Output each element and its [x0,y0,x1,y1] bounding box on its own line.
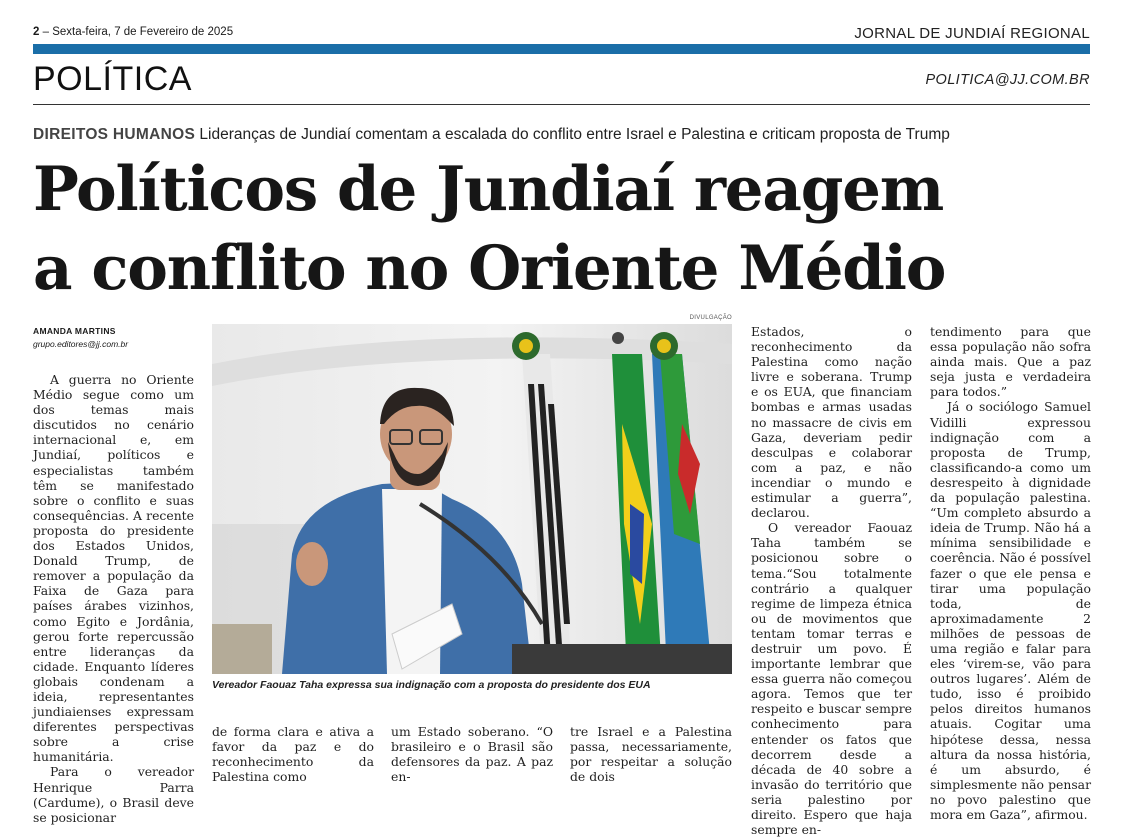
top-line [33,26,1090,42]
paragraph: tendimento para que essa população não sofra ainda mais. Que a paz seja justa e verdadeira para todos.” [930,324,1091,400]
article-column-3 [391,724,553,784]
paragraph: A guerra no Oriente Médio segue como um dos temas mais discutidos no cenário internacional e, em Jundiaí, políticos e especialistas também têm se manifestado sobre o conflito e suas consequências. A recente proposta do presidente dos Estados Unidos, Donald Trump, de remover a população da Faixa de Gaza para países árabes vizinhos, como Egito e Jordânia, gerou forte repercussão entre lideranças da cidade. Enquanto líderes globais condenam a ideia, representantes jundiaienses expressam diferentes perspectivas sobre a crise humanitária. [33,372,194,765]
photo-caption: Vereador Faouaz Taha expressa sua indignação com a proposta do presidente dos EUA [212,679,651,691]
article-column-5 [751,324,912,837]
section-divider [33,104,1090,105]
byline-author: AMANDA MARTINS [33,326,116,336]
paragraph: Já o sociólogo Samuel Vidilli expressou indignação com a proposta de Trump, classificando-a como um desrespeito à dignidade da população palestina. “Um completo absurdo a ideia de Trump. Não há a mínima sensibilidade e coerência. Não é possível fazer o que ele pensa e tirar uma população toda, de aproximadamente 2 milhões de pessoas de uma região e falar para eles ‘virem-se, vão para outros lugares’. Além de tudo, isso é proibido pelos direitos humanos atuais. Cogitar uma hipótese dessa, nessa altura da nossa história, é um absurdo, é simplesmente não pensar no povo palestino que mora em Gaza”, afirmou. [930,399,1091,822]
paragraph: Estados, o reconhecimento da Palestina como nação livre e soberana. Trump e os EUA, que financiam bombas e armas usadas no massacre de civis em Gaza, deveriam pedir desculpas e colaborar com a paz, e não incendiar o mundo e estimular a guerra”, declarou. [751,324,912,521]
article-column-2 [212,724,374,784]
newspaper-name: JORNAL DE JUNDIAÍ REGIONAL [854,25,1090,42]
paragraph: O vereador Faouaz Taha também se posicionou sobre o tema.“Sou totalmente contrário a qualquer regime de limpeza étnica ou de movimentos que tentam tomar terras e destruir um povo. É importante lembrar que essa guerra não começou agora. Temos que ter respeito e buscar sempre conhecimento para entender os fatos que decorrem desde a década de 40 sobre a invasão do território que seria palestino por direito. Espero que haja sempre en- [751,520,912,837]
paragraph: tre Israel e a Palestina passa, necessariamente, por respeitar a solução de dois [570,724,732,785]
page-number: 2 [33,26,40,38]
kicker-tag: DIREITOS HUMANOS [33,126,196,143]
article-column-4-bottom [570,724,732,784]
headline-line-2: a conflito no Oriente Médio [33,233,946,304]
article-photo [212,324,732,674]
section-color-bar [33,44,1090,54]
article-column-1 [33,372,194,825]
kicker [33,126,950,144]
paragraph: Para o vereador Henrique Parra (Cardume), o Brasil deve se posicionar [33,764,194,825]
article-column-6 [930,324,1091,822]
byline-email[interactable]: grupo.editores@jj.com.br [33,339,129,349]
photo-illustration [212,324,732,674]
section-email-link[interactable]: POLITICA@JJ.COM.BR [925,72,1090,88]
headline-line-1: Políticos de Jundiaí reagem [33,154,944,225]
kicker-text: Lideranças de Jundiaí comentam a escalada do conflito entre Israel e Palestina e criticam proposta de Trump [199,126,950,143]
paragraph: um Estado soberano. “O brasileiro e o Brasil são defensores da paz. A paz en- [391,724,553,785]
date-line: – Sexta-feira, 7 de Fevereiro de 2025 [39,26,234,38]
photo-credit: DIVULGAÇÃO [689,315,732,321]
paragraph: de forma clara e ativa a favor da paz e do reconhecimento da Palestina como [212,724,374,785]
headline [33,150,945,308]
section-title: POLÍTICA [33,60,192,98]
